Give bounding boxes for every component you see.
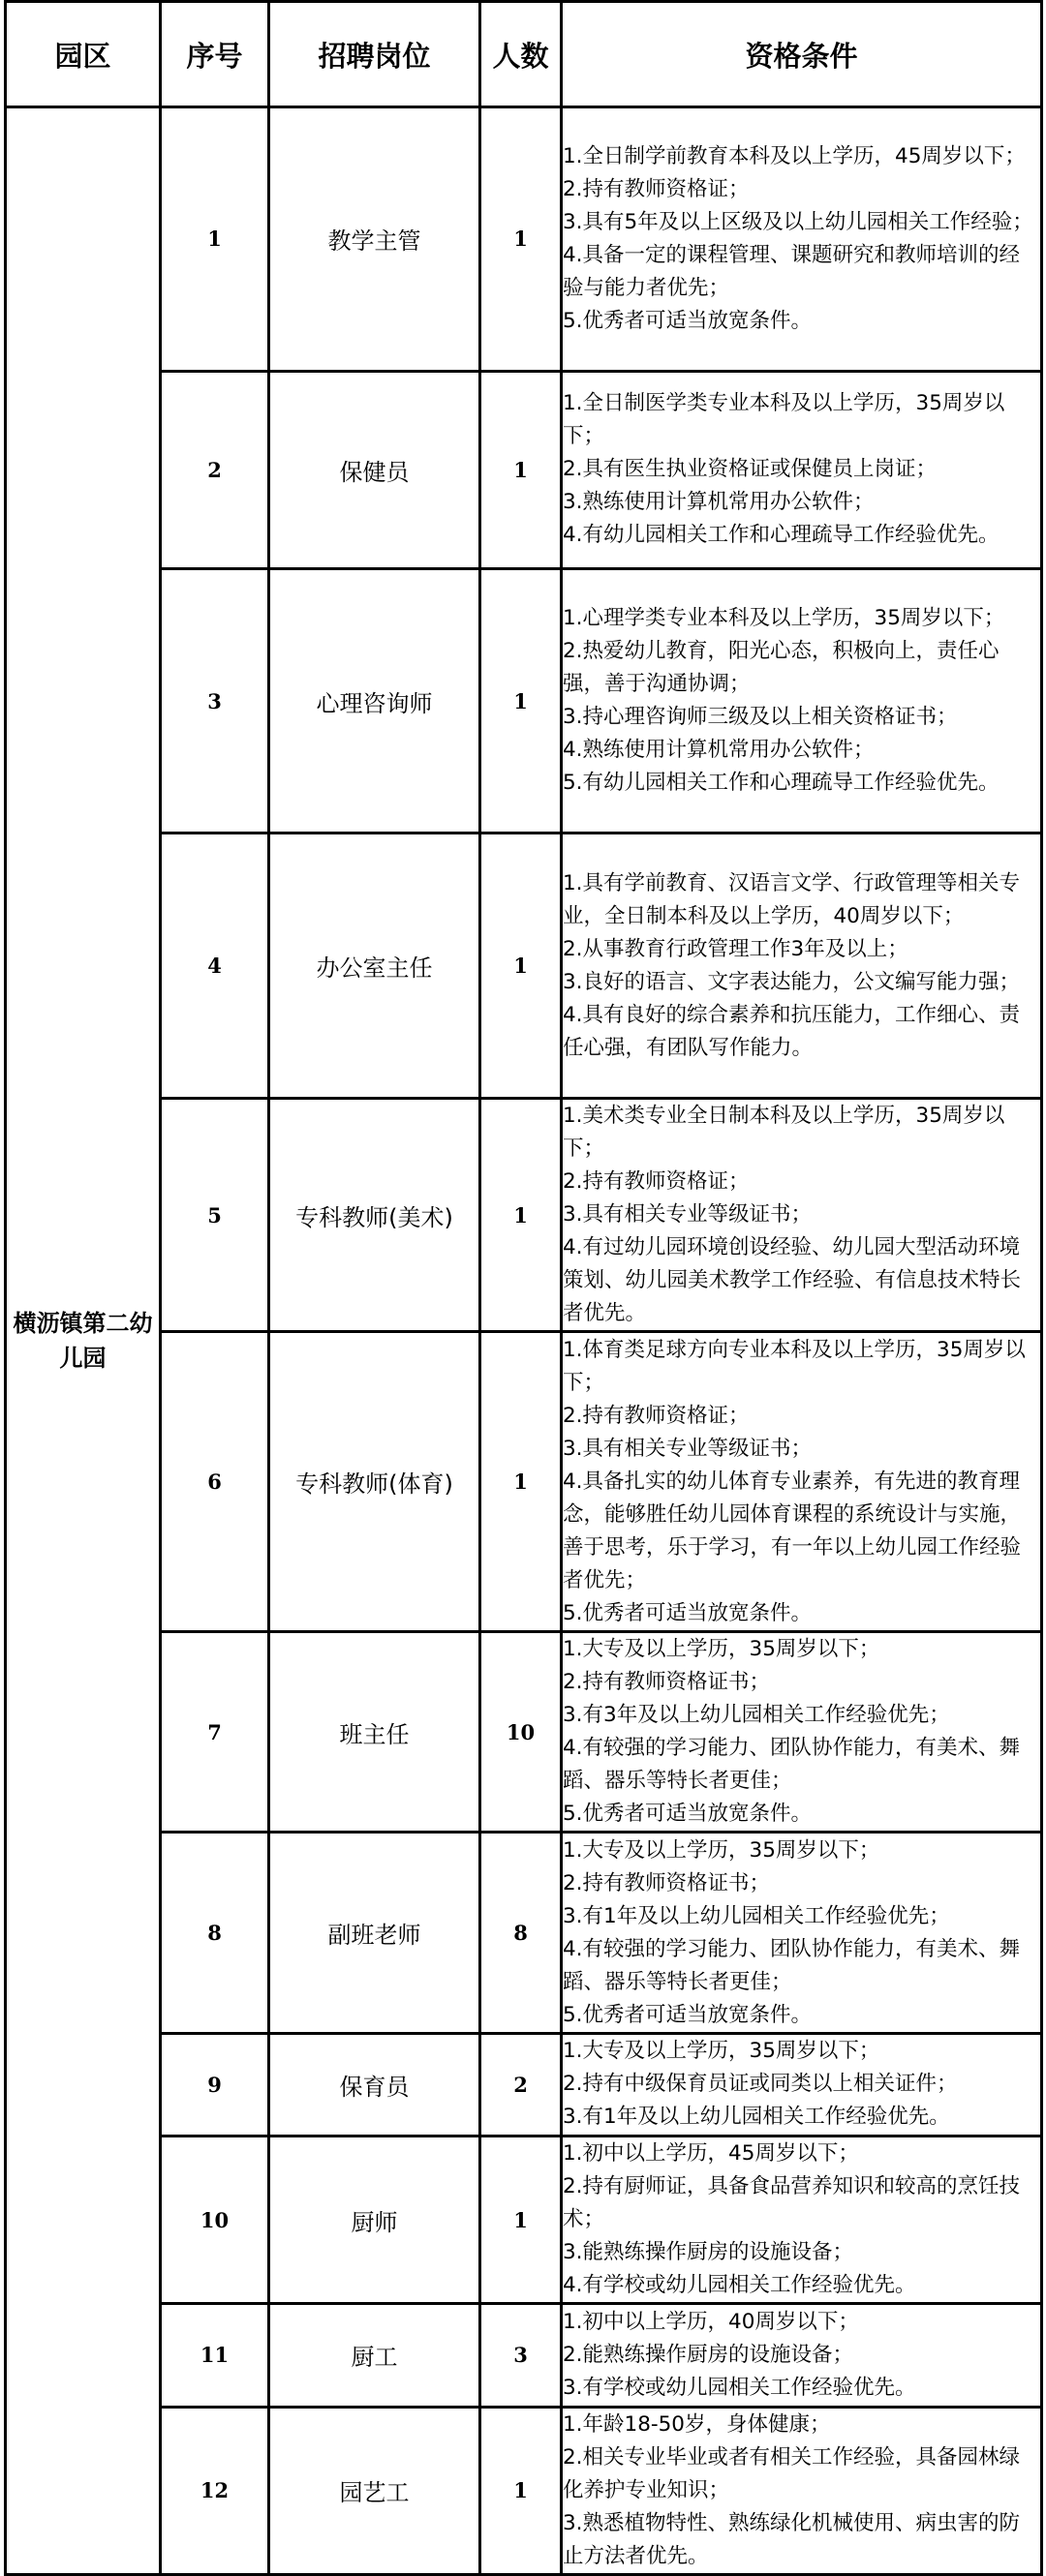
position-name: 办公室主任 [269, 833, 480, 1099]
position-name: 园艺工 [269, 2407, 480, 2574]
requirement-item: 2.持有厨师证，具备食品营养知识和较高的烹饪技术； [563, 2174, 1021, 2232]
requirement-item: 2.持有教师资格证； [563, 1169, 750, 1195]
requirement-item: 5.优秀者可适当放宽条件。 [563, 308, 813, 333]
headcount: 1 [480, 568, 562, 833]
header-no: 序号 [161, 2, 269, 107]
row-number: 10 [161, 2137, 269, 2304]
requirements-cell [562, 1332, 1042, 1632]
requirement-item: 5.有幼儿园相关工作和心理疏导工作经验优先。 [563, 771, 1000, 796]
requirement-item: 4.有学校或幼儿园相关工作经验优先。 [563, 2273, 916, 2298]
table-row [6, 107, 1042, 372]
requirement-item: 3.能熟练操作厨房的设施设备； [563, 2240, 854, 2265]
requirement-item: 2.持有中级保育员证或同类以上相关证件； [563, 2072, 958, 2097]
requirement-item: 3.有1年及以上幼儿园相关工作经验优先； [563, 1903, 950, 1928]
requirement-item: 2.持有教师资格证； [563, 1403, 750, 1428]
table-row [6, 1833, 1042, 2033]
requirement-item: 3.具有5年及以上区级及以上幼儿园相关工作经验； [563, 209, 1033, 234]
row-number: 5 [161, 1098, 269, 1331]
requirement-item: 2.热爱幼儿教育，阳光心态，积极向上，责任心强，善于沟通协调； [563, 639, 1000, 697]
table-row [6, 1332, 1042, 1632]
header-row [6, 2, 1042, 107]
requirement-item: 4.熟练使用计算机常用办公软件； [563, 738, 875, 763]
requirement-item: 1.初中以上学历，45周岁以下； [563, 2141, 859, 2167]
requirement-item: 1.全日制医学类专业本科及以上学历，35周岁以下； [563, 391, 1005, 449]
position-name: 厨工 [269, 2304, 480, 2407]
requirement-item: 5.优秀者可适当放宽条件。 [563, 1802, 813, 1827]
headcount: 1 [480, 2407, 562, 2574]
row-number: 8 [161, 1833, 269, 2033]
requirement-item: 3.有3年及以上幼儿园相关工作经验优先； [563, 1703, 950, 1728]
header-requirements: 资格条件 [562, 2, 1042, 107]
headcount: 1 [480, 2137, 562, 2304]
headcount: 1 [480, 833, 562, 1099]
requirement-item: 1.大专及以上学历，35周岁以下； [563, 2039, 880, 2064]
requirement-item: 1.大专及以上学历，35周岁以下； [563, 1837, 880, 1863]
position-name: 专科教师(美术) [269, 1098, 480, 1331]
requirement-item: 2.从事教育行政管理工作3年及以上； [563, 936, 908, 961]
table-row [6, 2033, 1042, 2136]
requirement-item: 1.具有学前教育、汉语言文学、行政管理等相关专业，全日制本科及以上学历，40周岁以下； [563, 870, 1021, 928]
position-name: 教学主管 [269, 107, 480, 372]
requirement-item: 2.持有教师资格证； [563, 176, 750, 201]
headcount: 10 [480, 1632, 562, 1833]
position-name: 保健员 [269, 371, 480, 568]
requirements-cell [562, 1632, 1042, 1833]
requirements-cell [562, 2407, 1042, 2574]
requirement-item: 3.持心理咨询师三级及以上相关资格证书； [563, 705, 958, 730]
headcount: 1 [480, 1332, 562, 1632]
requirement-item: 3.具有相关专业等级证书； [563, 1202, 813, 1227]
requirement-item: 4.具备一定的课程管理、课题研究和教师培训的经验与能力者优先； [563, 242, 1021, 300]
position-name: 副班老师 [269, 1833, 480, 2033]
row-number: 1 [161, 107, 269, 372]
requirements-cell [562, 107, 1042, 372]
table-body [6, 107, 1042, 2575]
header-park: 园区 [6, 2, 161, 107]
requirement-item: 1.年龄18-50岁，身体健康； [563, 2411, 831, 2437]
requirement-item: 1.大专及以上学历，35周岁以下； [563, 1637, 880, 1662]
requirement-item: 4.有较强的学习能力、团队协作能力，有美术、舞蹈、器乐等特长者更佳； [563, 1936, 1021, 1994]
table-row [6, 2137, 1042, 2304]
row-number: 11 [161, 2304, 269, 2407]
requirement-item: 1.初中以上学历，40周岁以下； [563, 2309, 859, 2334]
header-count: 人数 [480, 2, 562, 107]
headcount: 3 [480, 2304, 562, 2407]
header-position: 招聘岗位 [269, 2, 480, 107]
row-number: 12 [161, 2407, 269, 2574]
requirement-item: 3.有1年及以上幼儿园相关工作经验优先。 [563, 2105, 950, 2130]
row-number: 6 [161, 1332, 269, 1632]
requirements-cell [562, 833, 1042, 1099]
position-name: 心理咨询师 [269, 568, 480, 833]
position-name: 保育员 [269, 2033, 480, 2136]
requirement-item: 5.优秀者可适当放宽条件。 [563, 2002, 813, 2027]
table-row [6, 371, 1042, 568]
requirement-item: 2.相关专业毕业或者有相关工作经验，具备园林绿化养护专业知识； [563, 2444, 1021, 2502]
requirement-item: 1.体育类足球方向专业本科及以上学历，35周岁以下； [563, 1337, 1026, 1395]
requirement-item: 2.具有医生执业资格证或保健员上岗证； [563, 457, 938, 482]
requirement-item: 2.持有教师资格证书； [563, 1870, 771, 1895]
requirements-cell [562, 2304, 1042, 2407]
requirement-item: 4.有幼儿园相关工作和心理疏导工作经验优先。 [563, 523, 1000, 548]
headcount: 2 [480, 2033, 562, 2136]
row-number: 7 [161, 1632, 269, 1833]
requirement-item: 2.持有教师资格证书； [563, 1670, 771, 1695]
requirement-item: 4.具有良好的综合素养和抗压能力，工作细心、责任心强，有团队写作能力。 [563, 1002, 1021, 1060]
headcount: 1 [480, 107, 562, 372]
row-number: 4 [161, 833, 269, 1099]
requirements-cell [562, 2137, 1042, 2304]
table-row [6, 2304, 1042, 2407]
requirement-item: 4.具备扎实的幼儿体育专业素养，有先进的教育理念，能够胜任幼儿园体育课程的系统设计与实施，善于思考，乐于学习，有一年以上幼儿园工作经验者优先； [563, 1469, 1022, 1592]
requirement-item: 4.有较强的学习能力、团队协作能力，有美术、舞蹈、器乐等特长者更佳； [563, 1736, 1021, 1794]
requirement-item: 2.能熟练操作厨房的设施设备； [563, 2342, 854, 2367]
headcount: 1 [480, 1098, 562, 1331]
requirements-cell [562, 1098, 1042, 1331]
requirements-cell [562, 1833, 1042, 2033]
table-row [6, 1632, 1042, 1833]
requirement-item: 3.熟悉植物特性、熟练绿化机械使用、病虫害的防止方法者优先。 [563, 2510, 1021, 2568]
requirement-item: 1.心理学类专业本科及以上学历，35周岁以下； [563, 606, 1005, 631]
requirement-item: 4.有过幼儿园环境创设经验、幼儿园大型活动环境策划、幼儿园美术教学工作经验、有信息技术特长者优先。 [563, 1235, 1022, 1326]
table-row [6, 568, 1042, 833]
requirement-item: 3.具有相关专业等级证书； [563, 1436, 813, 1461]
requirement-item: 3.良好的语言、文字表达能力，公文编写能力强； [563, 969, 1021, 994]
table-row [6, 1098, 1042, 1331]
headcount: 1 [480, 371, 562, 568]
headcount: 8 [480, 1833, 562, 2033]
row-number: 3 [161, 568, 269, 833]
requirement-item: 1.美术类专业全日制本科及以上学历，35周岁以下； [563, 1104, 1005, 1162]
table-row [6, 2407, 1042, 2574]
requirements-cell [562, 2033, 1042, 2136]
position-name: 专科教师(体育) [269, 1332, 480, 1632]
requirement-item: 3.熟练使用计算机常用办公软件； [563, 490, 875, 515]
requirement-item: 5.优秀者可适当放宽条件。 [563, 1600, 813, 1625]
row-number: 2 [161, 371, 269, 568]
park-name-cell: 横沥镇第二幼儿园 [6, 107, 161, 2575]
row-number: 9 [161, 2033, 269, 2136]
recruitment-table [4, 0, 1043, 2576]
position-name: 厨师 [269, 2137, 480, 2304]
requirement-item: 1.全日制学前教育本科及以上学历，45周岁以下； [563, 143, 1026, 168]
position-name: 班主任 [269, 1632, 480, 1833]
requirement-item: 3.有学校或幼儿园相关工作经验优先。 [563, 2375, 916, 2400]
table-row [6, 833, 1042, 1099]
requirements-cell [562, 568, 1042, 833]
requirements-cell [562, 371, 1042, 568]
